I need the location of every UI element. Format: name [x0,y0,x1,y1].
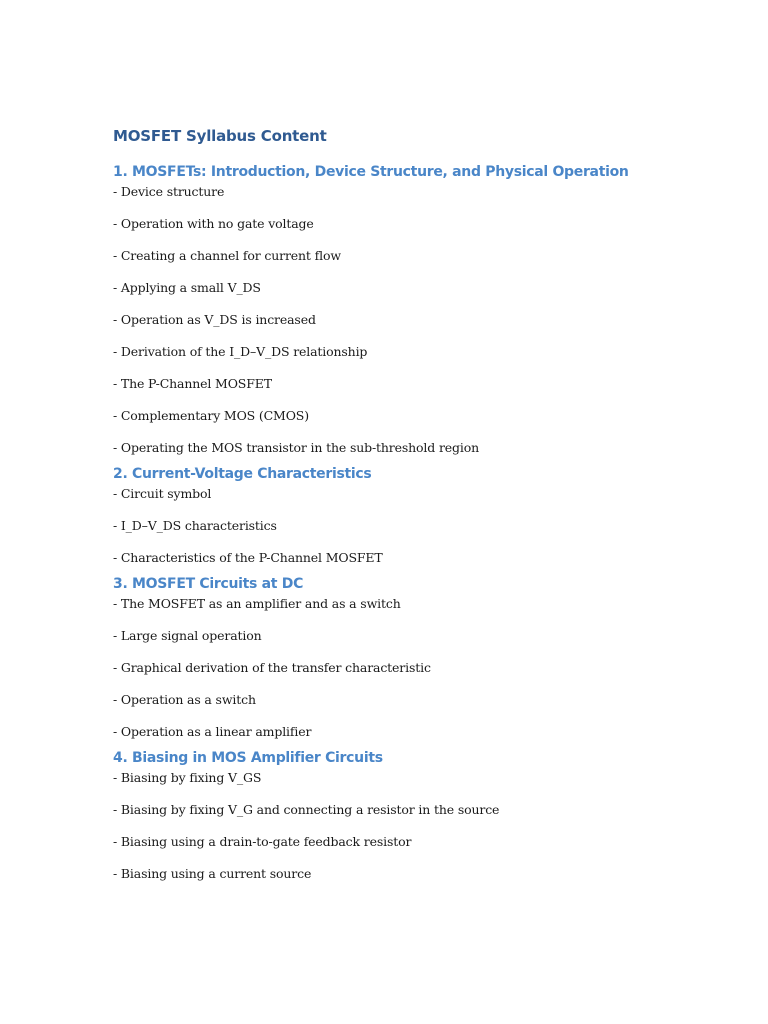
list-item: - Derivation of the I_D–V_DS relationship [113,344,368,359]
list-item: - Biasing by fixing V_G and connecting a resistor in the source [113,802,500,817]
list-item: - Large signal operation [113,628,262,643]
section-item-list [113,184,733,462]
section-biasing [113,746,733,888]
section-item-list [113,770,733,888]
section-heading: 3. MOSFET Circuits at DC [113,576,304,592]
list-item: - I_D–V_DS characteristics [113,518,277,533]
list-item: - Applying a small V_DS [113,280,261,295]
section-iv-characteristics [113,462,733,572]
list-item: - Operation as a linear amplifier [113,724,312,739]
list-item: - Operation with no gate voltage [113,216,314,231]
section-heading: 4. Biasing in MOS Amplifier Circuits [113,750,383,766]
section-item-list [113,486,733,572]
list-item: - Operating the MOS transistor in the sub-threshold region [113,440,479,455]
list-item: - Biasing using a current source [113,866,312,881]
section-mosfet-intro [113,160,733,462]
list-item: - The MOSFET as an amplifier and as a switch [113,596,401,611]
list-item: - Device structure [113,184,225,199]
list-item: - Operation as V_DS is increased [113,312,316,327]
document-page [113,124,733,888]
list-item: - Graphical derivation of the transfer characteristic [113,660,431,675]
list-item: - Complementary MOS (CMOS) [113,408,309,423]
document-title: MOSFET Syllabus Content [113,127,327,145]
list-item: - Biasing using a drain-to-gate feedback resistor [113,834,412,849]
list-item: - Characteristics of the P-Channel MOSFET [113,550,383,565]
section-heading: 2. Current-Voltage Characteristics [113,466,372,482]
list-item: - Circuit symbol [113,486,212,501]
list-item: - Biasing by fixing V_GS [113,770,262,785]
section-item-list [113,596,733,746]
section-heading: 1. MOSFETs: Introduction, Device Structure, and Physical Operation [113,164,629,180]
list-item: - Creating a channel for current flow [113,248,341,263]
list-item: - The P-Channel MOSFET [113,376,272,391]
section-mosfet-dc [113,572,733,746]
list-item: - Operation as a switch [113,692,256,707]
